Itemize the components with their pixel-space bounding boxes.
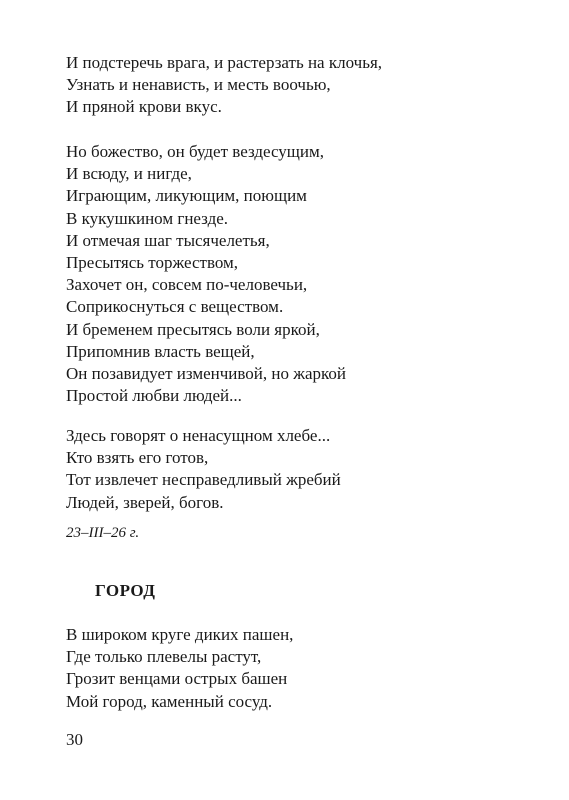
- poem-line: Узнать и ненависть, и месть воочью,: [66, 75, 331, 95]
- poem-date: 23–III–26 г.: [66, 525, 140, 541]
- poem-line: Он позавидует изменчивой, но жаркой: [66, 364, 347, 384]
- poem-line: Грозит венцами острых башен: [66, 669, 288, 689]
- poem-line: Где только плевелы растут,: [66, 647, 262, 667]
- poem-line: Простой любви людей...: [66, 386, 242, 406]
- poem-stanza-2: [66, 141, 346, 407]
- poem-line: Людей, зверей, богов.: [66, 492, 224, 512]
- poem-line: И всюду, и нигде,: [66, 164, 192, 184]
- poem-stanza-3: [66, 425, 341, 514]
- poem-line: Мой город, каменный сосуд.: [66, 691, 273, 711]
- poem-line: И пряной крови вкус.: [66, 97, 222, 117]
- poem-line: Захочет он, совсем по-человечьи,: [66, 275, 308, 295]
- poem-stanza-1: [66, 52, 382, 119]
- poem-line: Играющим, ликующим, поющим: [66, 186, 307, 206]
- poem-line: Пресытясь торжеством,: [66, 253, 239, 273]
- page-number: 30: [66, 730, 83, 749]
- poem2-stanza-1: [66, 624, 293, 713]
- poem-line: Припомнив власть вещей,: [66, 341, 255, 361]
- poem-line: И отмечая шаг тысячелетья,: [66, 230, 270, 250]
- poem-title: ГОРОД: [95, 581, 156, 600]
- poem-line: И подстеречь врага, и растерзать на клочья,: [66, 53, 383, 72]
- poem-line: Соприкоснуться с веществом.: [66, 297, 284, 317]
- poem-line: Но божество, он будет вездесущим,: [66, 142, 325, 161]
- poem-line: В кукушкином гнезде.: [66, 208, 229, 228]
- poem-line: Кто взять его готов,: [66, 448, 209, 468]
- poem-line: Здесь говорят о ненасущном хлебе...: [66, 426, 331, 445]
- poem-line: В широком круге диких пашен,: [66, 625, 294, 644]
- poem-line: И бременем пресытясь воли яркой,: [66, 319, 320, 339]
- poem-line: Тот извлечет несправедливый жребий: [66, 470, 341, 490]
